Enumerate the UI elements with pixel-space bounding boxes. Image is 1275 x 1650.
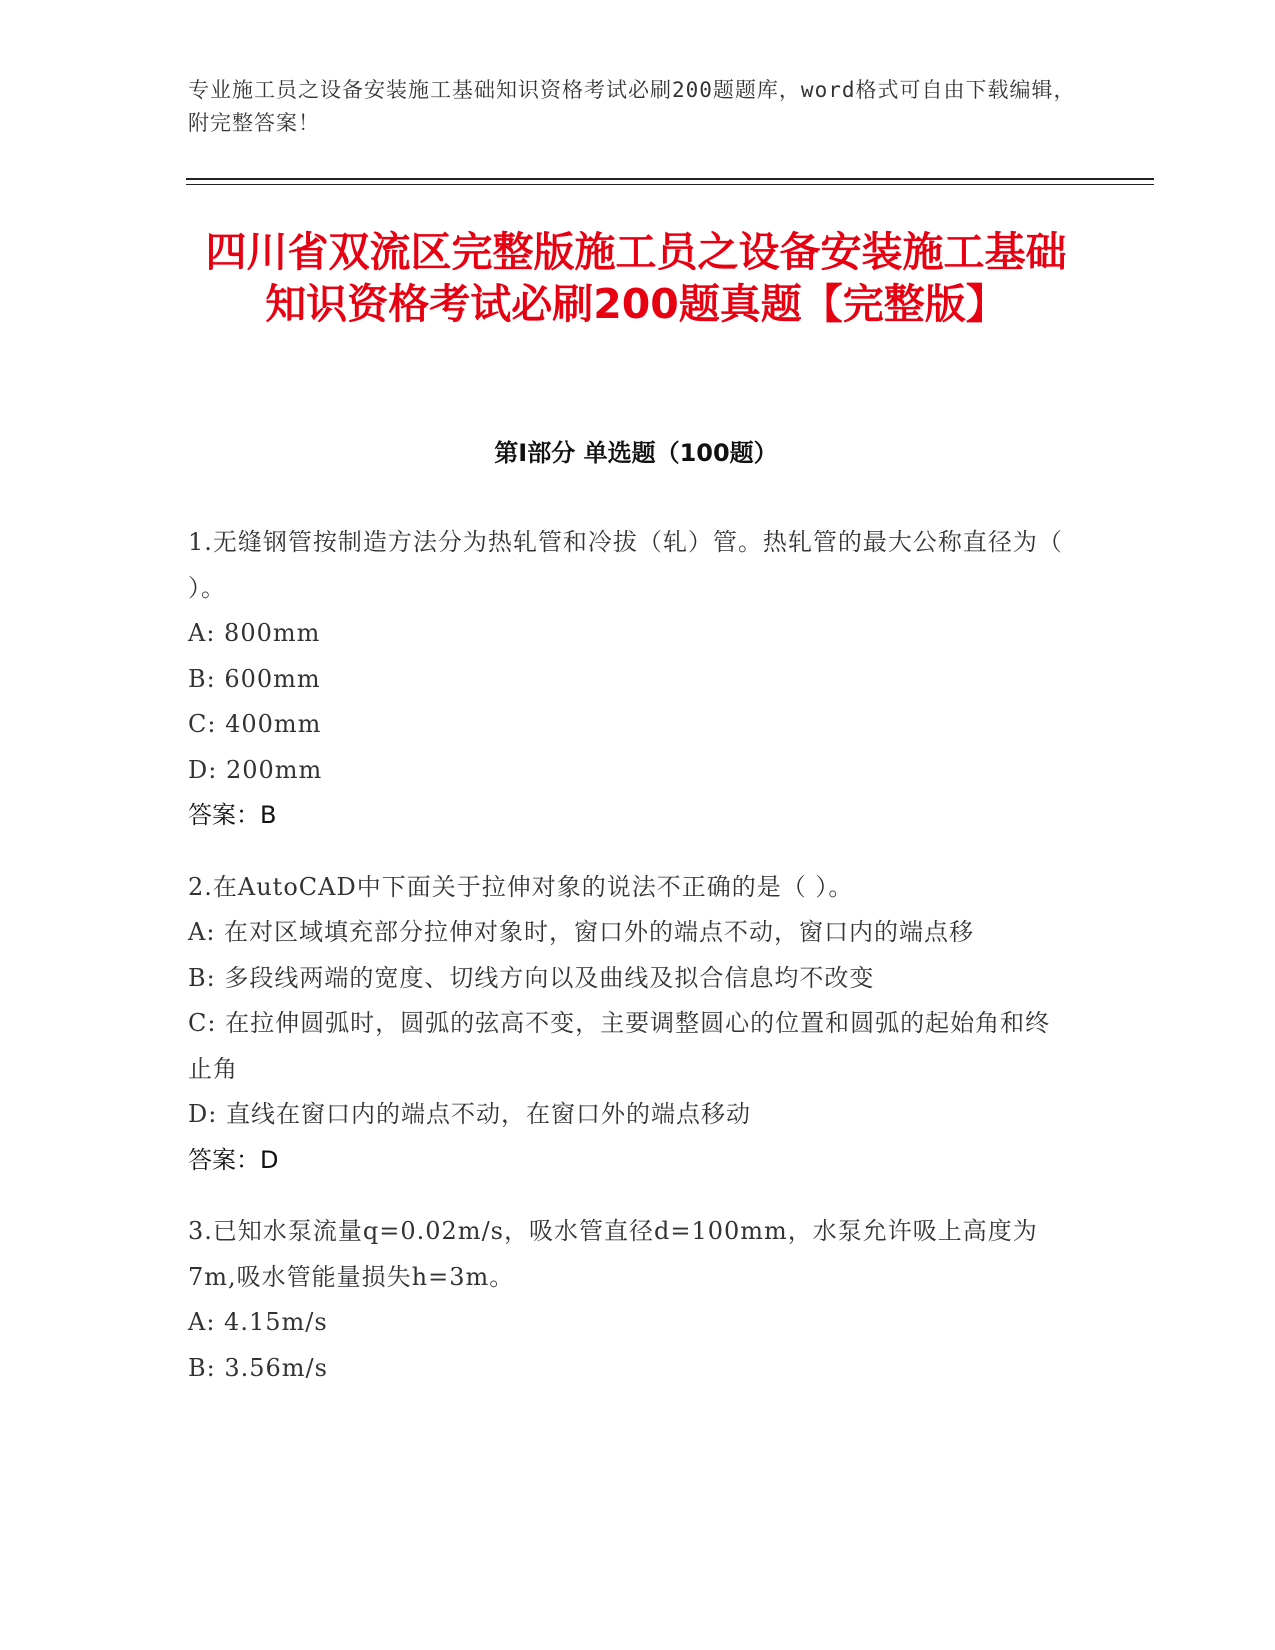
question-option: A: 4.15m/s [188, 1308, 328, 1336]
question-answer: 答案：B [188, 801, 277, 829]
header-note: 专业施工员之设备安装施工基础知识资格考试必刷200题题库，word格式可自由下载编辑，附完整答案！ [188, 78, 1076, 135]
question-option: B: 3.56m/s [188, 1353, 328, 1382]
document-title: 四川省双流区完整版施工员之设备安装施工基础知识资格考试必刷200题真题【完整版】 [205, 228, 1067, 328]
section-title: 第I部分 单选题（100题） [494, 439, 778, 467]
question-option: B: 多段线两端的宽度、切线方向以及曲线及拟合信息均不改变 [188, 963, 875, 992]
header-rule-thin [186, 184, 1154, 185]
question-option: D: 200mm [188, 755, 323, 784]
question-option: D: 直线在窗口内的端点不动，在窗口外的端点移动 [188, 1100, 751, 1128]
header-rule-thick [186, 178, 1154, 180]
question-option: A: 在对区域填充部分拉伸对象时，窗口外的端点不动，窗口内的端点移 [188, 918, 975, 946]
question-list [188, 520, 1068, 1417]
question-option: C: 在拉伸圆弧时，圆弧的弦高不变，主要调整圆心的位置和圆弧的起始角和终止角 [188, 1009, 1051, 1083]
question-stem: 2.在AutoCAD中下面关于拉伸对象的说法不正确的是（ ）。 [188, 872, 854, 901]
question-answer: 答案：D [188, 1145, 279, 1174]
question-stem: 3.已知水泵流量q=0.02m/s，吸水管直径d=100mm，水泵允许吸上高度为7m,吸水管能量损失h=3m。 [188, 1217, 1038, 1291]
question-3 [188, 1209, 1068, 1391]
question-option: B: 600mm [188, 664, 321, 693]
question-1 [188, 520, 1068, 839]
question-option: A: 800mm [188, 619, 321, 647]
question-stem: 1.无缝钢管按制造方法分为热轧管和冷拔（轧）管。热轧管的最大公称直径为（ ）。 [188, 528, 1063, 602]
question-2 [188, 865, 1068, 1184]
question-option: C: 400mm [188, 710, 322, 738]
